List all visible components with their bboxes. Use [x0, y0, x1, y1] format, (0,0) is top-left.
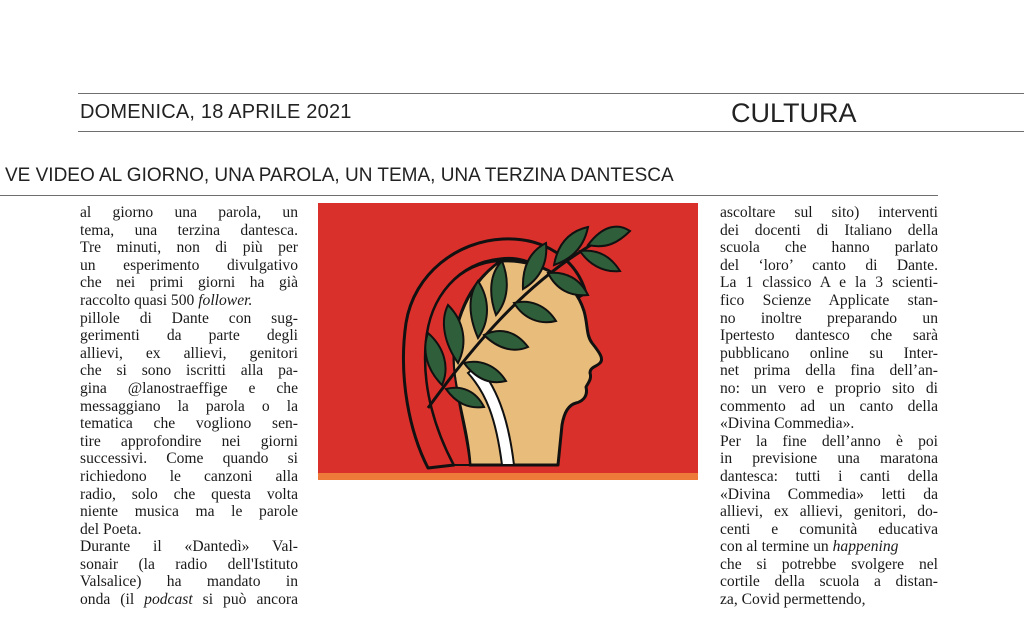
text-line: niente musica ma le parole [80, 503, 298, 521]
page-date: DOMENICA, 18 APRILE 2021 [80, 101, 352, 123]
text-line: gerimenti da parte degli [80, 327, 298, 345]
italic-word-happening: happening [832, 538, 899, 556]
text-line: al giorno una parola, un [80, 204, 298, 221]
text-line: za, Covid permettendo, [720, 591, 866, 609]
text-line: dei docenti di Italiano della [720, 221, 938, 239]
text-line: sonair (la radio dell'Istituto [80, 555, 298, 573]
text-line: radio, solo che questa volta [80, 485, 298, 503]
text-line [80, 292, 298, 310]
text-line: che si sono iscritti alla pa- [80, 362, 298, 380]
article-kicker: VE VIDEO AL GIORNO, UNA PAROLA, UN TEMA, UNA TERZINA DANTESCA [5, 165, 674, 186]
text-line: pubblicano online su Inter- [720, 344, 938, 362]
text-line: no: un vero e proprio sito di [720, 379, 938, 397]
text-line: fico Scienze Applicate stan- [720, 291, 938, 309]
text-line: pillole di Dante con sug- [80, 309, 298, 327]
text-line: tire approfondire nei giorni [80, 432, 298, 450]
text-line: «Divina Commedia». [720, 415, 855, 433]
text-line: Ipertesto dantesco che sarà [720, 327, 938, 345]
text-line: dantesca: tutti i canti della [720, 467, 938, 485]
header-bottom-rule [78, 131, 1024, 132]
text-line: ascoltare sul sito) interventi [720, 204, 938, 221]
text-fragment: onda (il [80, 591, 145, 609]
text-line: net prima della fina dell’an- [720, 362, 938, 380]
text-line: Durante il «Dantedì» Val- [80, 538, 298, 556]
text-line: La 1 classico A e la 3 scienti- [720, 274, 938, 292]
italic-word-follower: follower. [198, 291, 253, 309]
text-line: che nei primi giorni ha già [80, 274, 298, 292]
kicker-rule [0, 195, 938, 196]
text-line: Per la fine dell’anno è poi [720, 432, 938, 450]
text-line: scuola che hanno parlato [720, 239, 938, 257]
text-line: messaggiano la parola o la [80, 397, 298, 415]
text-line: richiedono le canzoni alla [80, 467, 298, 485]
text-line: Tre minuti, non di più per [80, 239, 298, 257]
text-line: del Poeta. [80, 520, 142, 538]
text-line: un esperimento divulgativo [80, 256, 298, 274]
article-column-left [80, 204, 298, 609]
text-line: successivi. Come quando si [80, 450, 298, 468]
text-line: allievi, ex allievi, genitori, do- [720, 503, 938, 521]
italic-word-podcast: podcast [144, 591, 193, 609]
text-line: commento ad un canto della [720, 397, 938, 415]
text-line: gina @lanostraeffige e che [80, 379, 298, 397]
text-line: cortile della scuola a distan- [720, 573, 938, 591]
text-line: in previsione una maratona [720, 450, 938, 468]
text-line: Valsalice) ha mandato in [80, 573, 298, 591]
text-line: tematica che vogliono sen- [80, 415, 298, 433]
dante-illustration [318, 203, 698, 480]
illustration-bottom-strip [318, 473, 698, 480]
text-line [80, 591, 298, 609]
text-fragment: si può ancora [192, 591, 298, 609]
text-line: «Divina Commedia» letti da [720, 485, 938, 503]
text-line: che si potrebbe svolgere nel [720, 555, 938, 573]
section-title: CULTURA [731, 98, 857, 128]
text-line [720, 538, 938, 556]
header-top-rule [78, 93, 1024, 94]
article-column-right [720, 204, 938, 609]
text-fragment: raccolto quasi 500 [80, 291, 199, 309]
text-line: centi e comunità educativa [720, 520, 938, 538]
text-fragment: con al termine un [720, 538, 833, 556]
text-line: no inoltre preparando un [720, 309, 938, 327]
text-line: allievi, ex allievi, genitori [80, 344, 298, 362]
text-line: tema, una terzina dantesca. [80, 221, 298, 239]
text-line: del ‘loro’ canto di Dante. [720, 256, 938, 274]
